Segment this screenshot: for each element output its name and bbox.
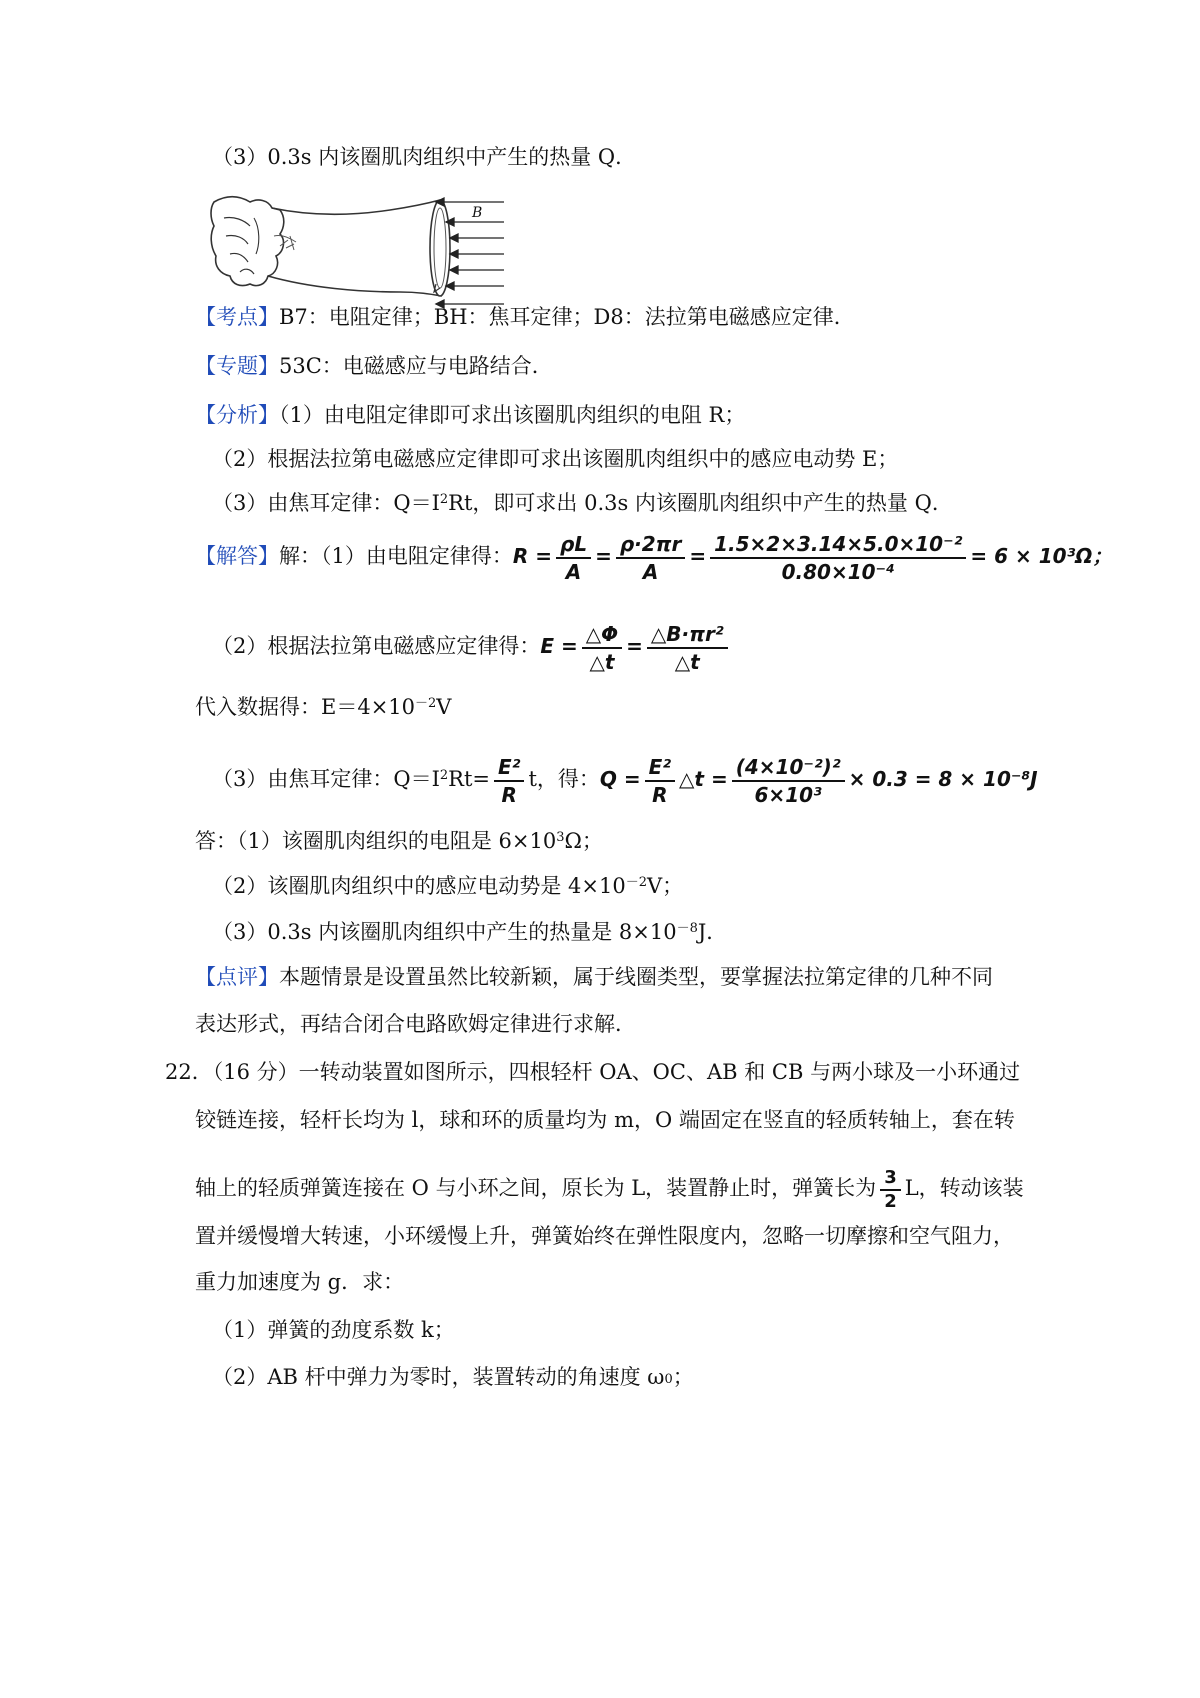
jieda-line-3: （3）由焦耳定律：$Q=I^2Rt=$ $\frac{\text{E²}}{R}$ t，得：Q = $\frac{\text{E²}}{R}$ △t = $\frac{\text{(4×10⁻²)²}}{\text{6×10³}}$ × 0.3 = 8 × 10⁻⁸J [212,754,1038,807]
jieda-3-pre: （3）由焦耳定律：Q＝I [212,767,440,791]
dianping-tag: 【点评】 [195,965,279,989]
zhuanti-line [195,352,553,380]
answer-line-3: （3）0.3s 内该圈肌肉组织中产生的热量是 $8\times 10^{-8}J$． [212,920,728,944]
dianping-text-1: 本题情景是设置虽然比较新颖，属于线圈类型，要掌握法拉第定律的几种不同 [279,965,993,989]
fenxi-line-2: （2）根据法拉第电磁感应定律即可求出该圈肌肉组织中的感应电动势 E； [212,447,899,471]
q22-sub-1: （1）弹簧的劲度系数 k； [212,1318,455,1342]
arm-diagram-svg [210,188,510,312]
fenxi-line-1 [195,401,745,429]
jieda-line-1 [195,527,1112,585]
kaodian-text: B7：电阻定律；BH：焦耳定律；D8：法拉第电磁感应定律． [279,305,855,329]
dianping-line-1 [195,963,993,991]
substitute-unit: V [436,695,452,719]
jieda-tag: 【解答】 [195,544,279,568]
substitute-line [195,693,451,721]
e-formula: E = $\frac{\triangle\Phi}{\triangle t}$ = $\frac{\text{△B·πr²}}{\triangle t}$ [540,634,731,658]
dianping-line-2: 表达形式，再结合闭合电路欧姆定律进行求解． [195,1012,636,1036]
q22-line-5: 重力加速度为 g．求： [195,1270,405,1294]
kaodian-line [195,303,855,331]
fenxi-3-pre: （3）由焦耳定律：Q＝I [212,491,440,515]
jieda-2-pre: （2）根据法拉第电磁感应定律得： [212,634,541,658]
jieda-line-2 [212,617,732,675]
q-formula-main: Q = $\frac{\text{E²}}{R}$ △t = $\frac{\text{(4×10⁻²)²}}{\text{6×10³}}$ × 0.3 = 8 × 10⁻⁸J [599,754,1038,807]
field-label-b: B [472,205,483,221]
q22-line-3: 轴上的轻质弹簧连接在 O 与小环之间，原长为 L，装置静止时，弹簧长为 $\frac{3}{2}$ L，转动该装 [195,1166,1024,1212]
fenxi-tag: 【分析】 [195,403,279,427]
question-part-3: （3）0.3s 内该圈肌肉组织中产生的热量 Q． [212,145,637,169]
arm-magnetic-field-figure [210,188,510,316]
answer-line-1: 答：（1）该圈肌肉组织的电阻是 $6\times 10^3\Omega$； [195,829,603,853]
q22-line-4: 置并缓慢增大转速，小环缓慢上升，弹簧始终在弹性限度内，忽略一切摩擦和空气阻力， [195,1224,1014,1248]
jieda-1-pre: 解：（1）由电阻定律得： [279,544,513,568]
fenxi-3-post: Rt，即可求出 0.3s 内该圈肌肉组织中产生的热量 Q． [448,491,953,515]
substitute-pre: 代入数据得：E＝4×10 [195,695,416,719]
jieda-3-mid: Rt= [448,767,491,791]
zhuanti-tag: 【专题】 [195,354,279,378]
fenxi-text-1: （1）由电阻定律即可求出该圈肌肉组织的电阻 R； [279,403,746,427]
q22-line-1: 22．（16 分）一转动装置如图所示，四根轻杆 OA、OC、AB 和 CB 与两小球及一小环通过 [165,1060,1021,1084]
q-formula-t: t，得： [528,767,600,791]
q22-sub-2: （2）AB 杆中弹力为零时，装置转动的角速度 $\omega_0$； [212,1365,694,1389]
q-formula: $\frac{\text{E²}}{R}$ [490,767,528,791]
r-formula: R = $\frac{\rho L}{A}$ = $\frac{\rho\cdot 2\pi r}{A}$ = $\frac{\text{1.5×2×3.14×5.0×10⁻²}}{\text{0.80×10⁻⁴}}$ = 6 × 10³Ω； [512,531,1113,584]
answer-line-2: （2）该圈肌肉组织中的感应电动势是 $4\times 10^{-2}V$； [212,874,684,898]
kaodian-tag: 【考点】 [195,305,279,329]
q22-line-2: 铰链连接，轻杆长均为 l，球和环的质量均为 m，O 端固定在竖直的轻质转轴上，套在转 [195,1108,1015,1132]
fenxi-line-3: （3）由焦耳定律：$Q=I^2Rt$，即可求出 0.3s 内该圈肌肉组织中产生的热量 Q． [212,491,953,515]
substitute-exp: －2 [415,696,437,711]
zhuanti-text: 53C：电磁感应与电路结合． [279,354,553,378]
